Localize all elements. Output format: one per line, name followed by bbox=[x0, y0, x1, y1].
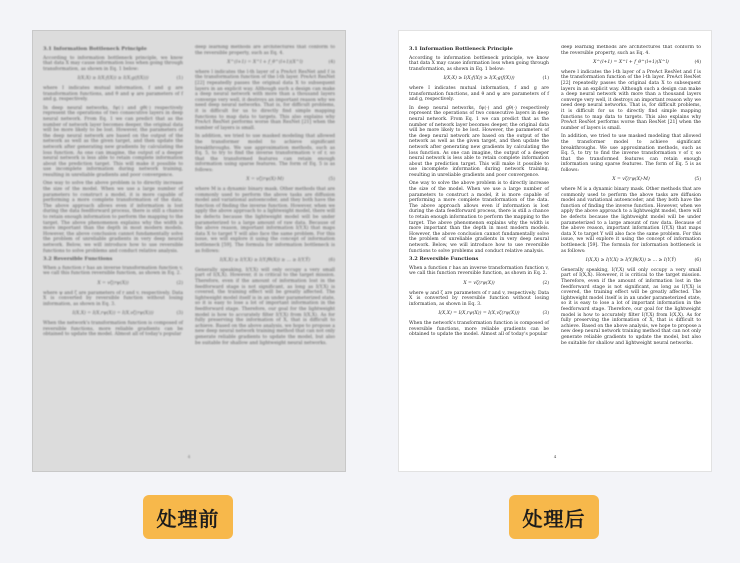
equation bbox=[561, 258, 701, 264]
equation-number: (5) bbox=[328, 177, 335, 183]
equation bbox=[43, 311, 183, 317]
right-column bbox=[195, 45, 335, 349]
paragraph: where M is a dynamic binary mask. Other methods that are commonly used to perform the above tasks are diffusion model and variational autoencoder, and they both have the function of finding the inverse function. However, when we apply the above approach to a lightweight model, there will be defects because the lightweight model will be under parameterized to a large amount of raw data. Because of the above reason, important information I(Y,X) that maps data X to target Y will also face the same problem. For this issue, we will explore it using the concept of information bottleneck [59]. The formula for information bottleneck is as follows: bbox=[561, 187, 701, 254]
equation-number: (2) bbox=[176, 280, 183, 286]
equation-text: I(X,X) ≥ I(Y,X) ≥ I(Y,fθ(X)) ≥ ... ≥ I(Y,Ŷ) bbox=[585, 258, 677, 264]
before-processing-image bbox=[32, 30, 346, 472]
paragraph: Generally speaking, I(Y,X) will only occupy a very small part of I(X,X). However, it is critical to the target mission. Therefore, even if the amount of information lost in the feedforward stage is not significant, as long as I(Y,X) is covered, the training effect will be greatly affected. The lightweight model itself is in an under parameterized state, so it is easy to lose a lot of important information in the feedforward stage. Therefore, our goal for the lightweight model is how to accurately filter I(Y,X) from I(X,X). As for fully preserving the information of X, that is difficult to achieve. Based on the above analysis, we hope to propose a new deep neural network training method that can not only generate reliable gradients to update the model, but also be suitable for shallow and lightweight neural networks. bbox=[561, 267, 701, 346]
equation-text: I(X,X) = I(X,rψ(X)) = I(X,vζ(rψ(X))) bbox=[438, 311, 520, 317]
equation-text: X = vζ(rψ(X)·M) bbox=[612, 177, 650, 183]
paragraph: In deep neural networks, fψ(·) and gθ(·) respectively represent the operations of two consecutive layers in deep neural network. From Eq. 1 we can predict that as the number of network layer becomes deeper, the original data will be more likely to be lost. However, the parameters of the deep neural network are based on the output of the network as well as the given target, and then update the network after generating new gradients by calculating the loss function. As one can imagine, the output of a deeper neural network is less able to retain complete information about the prediction target. This will make it possible to use incomplete information during network training, resulting in unreliable gradients and poor convergence. bbox=[43, 105, 183, 178]
equation-text: I(X,X) = I(X,rψ(X)) = I(X,vζ(rψ(X))) bbox=[72, 311, 154, 317]
equation-text: I(X,X) ≥ I(Y,X) ≥ I(Y,fθ(X)) ≥ ... ≥ I(Y,Ŷ) bbox=[219, 258, 311, 264]
after-label-badge: 处理后 bbox=[509, 495, 599, 539]
paragraph: One way to solve the above problem is to directly increase the size of the model. When we use a large number of parameters to construct a model, it is more capable of performing a more complete transformation of the data. The above approach allows even if information is lost during the data feedforward process, there is still a chance to retain enough information to perform the mapping to the target. The above phenomenon explains why the width is more important than the depth in most modern models. However, the above conclusion cannot fundamentally solve the problem of unreliable gradients in very deep neural network. Below, we will introduce how to use reversible functions to solve problems and conduct relative analysis. bbox=[409, 181, 549, 254]
paragraph: where ψ and ζ are parameters of r and v, respectively. Data X is converted by reversible function without losing information, as shown in Eq. 3. bbox=[43, 290, 183, 307]
equation-number: (3) bbox=[176, 311, 183, 317]
equation bbox=[43, 76, 183, 82]
right-column bbox=[561, 45, 701, 349]
equation-number: (4) bbox=[694, 60, 701, 66]
paragraph: where ψ and ζ are parameters of r and v, respectively. Data X is converted by reversible function without losing information, as shown in Eq. 3. bbox=[409, 290, 549, 307]
before-label-badge: 处理前 bbox=[143, 495, 233, 539]
paragraph: When a function r has an inverse transformation function v, we call this function reversible function, as shown in Eq. 2. bbox=[409, 265, 549, 277]
paragraph: In addition, we tried to use masked modeling that allowed the transformer model to achieve significant breakthroughs. We use approximation methods, such as Eq. 5, to try to find the inverse transformation v of r, so that the transformed features can retain enough information using sparse features. The form of Eq. 5 is as follows: bbox=[195, 134, 335, 173]
equation-number: (4) bbox=[328, 60, 335, 66]
document-page-before bbox=[43, 45, 335, 463]
paragraph: In deep neural networks, fψ(·) and gθ(·) respectively represent the operations of two consecutive layers in deep neural network. From Eq. 1 we can predict that as the number of network layer becomes deeper, the original data will be more likely to be lost. However, the parameters of the deep neural network are based on the output of the network as well as the given target, and then update the network after generating new gradients by calculating the loss function. As one can imagine, the output of a deeper neural network is less able to retain complete information about the prediction target. This will make it possible to use incomplete information during network training, resulting in unreliable gradients and poor convergence. bbox=[409, 105, 549, 178]
paragraph: According to information bottleneck principle, we know that data X may cause information loss when going through transformation, as shown in Eq. 1 below: bbox=[43, 55, 183, 72]
section-heading: 3.1 Information Bottleneck Principle bbox=[43, 46, 147, 52]
equation bbox=[561, 60, 701, 66]
equation-number: (6) bbox=[694, 258, 701, 264]
equation-text: X^(l+1) = X^l + f_θ^(l+1)(X^l) bbox=[593, 60, 669, 66]
paragraph: When the network's transformation function is composed of reversible functions, more reliable gradients can be obtained to update the model. Almost all of today's popular bbox=[409, 320, 549, 338]
equation-text: X = vζ(rψ(X)) bbox=[463, 280, 495, 286]
after-processing-image bbox=[398, 30, 712, 472]
paragraph: In addition, we tried to use masked modeling that allowed the transformer model to achieve significant breakthroughs. We use approximation methods, such as Eq. 5, to try to find the inverse transformation v of r, so that the transformed features can retain enough information using sparse features. The form of Eq. 5 is as follows: bbox=[561, 134, 701, 173]
paragraph: One way to solve the above problem is to directly increase the size of the model. When we use a large number of parameters to construct a model, it is more capable of performing a more complete transformation of the data. The above approach allows even if information is lost during the data feedforward process, there is still a chance to retain enough information to perform the mapping to the target. The above phenomenon explains why the width is more important than the depth in most modern models. However, the above conclusion cannot fundamentally solve the problem of unreliable gradients in very deep neural network. Below, we will introduce how to use reversible functions to solve problems and conduct relative analysis. bbox=[43, 181, 183, 254]
equation bbox=[409, 281, 549, 287]
equation-number: (3) bbox=[542, 311, 549, 317]
equation-text: X = vζ(rψ(X)) bbox=[97, 280, 129, 286]
equation bbox=[43, 281, 183, 287]
paragraph: where l indicates the l-th layer of a PreAct ResNet and f is the transformation function of the l-th layer. PreAct ResNet [22] repeatedly passes the original data X to subsequent layers in an explicit way. Although such a design can make a deep neural network with more than a thousand layers converge very well, it destroys an important reason why we need deep neural networks. That is, for difficult problems, it is difficult for us to directly find simple mapping functions to map data to targets. This also explains why PreAct ResNet performs worse than ResNet [21] when the number of layers is small. bbox=[561, 69, 701, 131]
page-number: 4 bbox=[187, 454, 191, 459]
equation bbox=[195, 60, 335, 66]
left-column bbox=[409, 45, 549, 341]
equation-text: X^(l+1) = X^l + f_θ^(l+1)(X^l) bbox=[227, 60, 303, 66]
equation-text: I(X;X) ≥ I(X;f(X)) ≥ I(X;g(f(X))) bbox=[443, 76, 515, 82]
equation-number: (2) bbox=[542, 280, 549, 286]
equation bbox=[561, 177, 701, 183]
section-heading: 3.1 Information Bottleneck Principle bbox=[409, 46, 513, 52]
document-page-after bbox=[409, 45, 701, 463]
equation-text: I(X;X) ≥ I(X;f(X)) ≥ I(X;g(f(X))) bbox=[77, 76, 149, 82]
equation-number: (6) bbox=[328, 258, 335, 264]
page-number: 4 bbox=[553, 454, 557, 459]
equation bbox=[409, 76, 549, 82]
paragraph: deep learning methods are architectures that conform to the reversible property, such as Eq. 4. bbox=[195, 45, 335, 56]
paragraph: deep learning methods are architectures that conform to the reversible property, such as Eq. 4. bbox=[561, 45, 701, 56]
equation-number: (1) bbox=[176, 76, 183, 82]
paragraph: According to information bottleneck principle, we know that data X may cause information loss when going through transformation, as shown in Eq. 1 below: bbox=[409, 55, 549, 72]
paragraph: where I indicates mutual information, f and g are transformation functions, and θ and ψ are parameters of f and g, respectively. bbox=[43, 85, 183, 103]
paragraph: where l indicates the l-th layer of a PreAct ResNet and f is the transformation function of the l-th layer. PreAct ResNet [22] repeatedly passes the original data X to subsequent layers in an explicit way. Although such a design can make a deep neural network with more than a thousand layers converge very well, it destroys an important reason why we need deep neural networks. That is, for difficult problems, it is difficult for us to directly find simple mapping functions to map data to targets. This also explains why PreAct ResNet performs worse than ResNet [21] when the number of layers is small. bbox=[195, 69, 335, 131]
section-heading: 3.2 Reversible Functions bbox=[409, 256, 479, 263]
equation bbox=[195, 177, 335, 183]
equation bbox=[409, 311, 549, 317]
paragraph: When the network's transformation function is composed of reversible functions, more reliable gradients can be obtained to update the model. Almost all of today's popular bbox=[43, 320, 183, 338]
equation-number: (5) bbox=[694, 177, 701, 183]
paragraph: When a function r has an inverse transformation function v, we call this function reversible function, as shown in Eq. 2. bbox=[43, 265, 183, 277]
equation bbox=[195, 258, 335, 264]
paragraph: Generally speaking, I(Y,X) will only occupy a very small part of I(X,X). However, it is critical to the target mission. Therefore, even if the amount of information lost in the feedforward stage is not significant, as long as I(Y,X) is covered, the training effect will be greatly affected. The lightweight model itself is in an under parameterized state, so it is easy to lose a lot of important information in the feedforward stage. Therefore, our goal for the lightweight model is how to accurately filter I(Y,X) from I(X,X). As for fully preserving the information of X, that is difficult to achieve. Based on the above analysis, we hope to propose a new deep neural network training method that can not only generate reliable gradients to update the model, but also be suitable for shallow and lightweight neural networks. bbox=[195, 267, 335, 346]
paragraph: where I indicates mutual information, f and g are transformation functions, and θ and ψ are parameters of f and g, respectively. bbox=[409, 85, 549, 103]
left-column bbox=[43, 45, 183, 341]
equation-text: X = vζ(rψ(X)·M) bbox=[246, 177, 284, 183]
equation-number: (1) bbox=[542, 76, 549, 82]
section-heading: 3.2 Reversible Functions bbox=[43, 256, 113, 263]
paragraph: where M is a dynamic binary mask. Other methods that are commonly used to perform the above tasks are diffusion model and variational autoencoder, and they both have the function of finding the inverse function. However, when we apply the above approach to a lightweight model, there will be defects because the lightweight model will be under parameterized to a large amount of raw data. Because of the above reason, important information I(Y,X) that maps data X to target Y will also face the same problem. For this issue, we will explore it using the concept of information bottleneck [59]. The formula for information bottleneck is as follows: bbox=[195, 187, 335, 254]
